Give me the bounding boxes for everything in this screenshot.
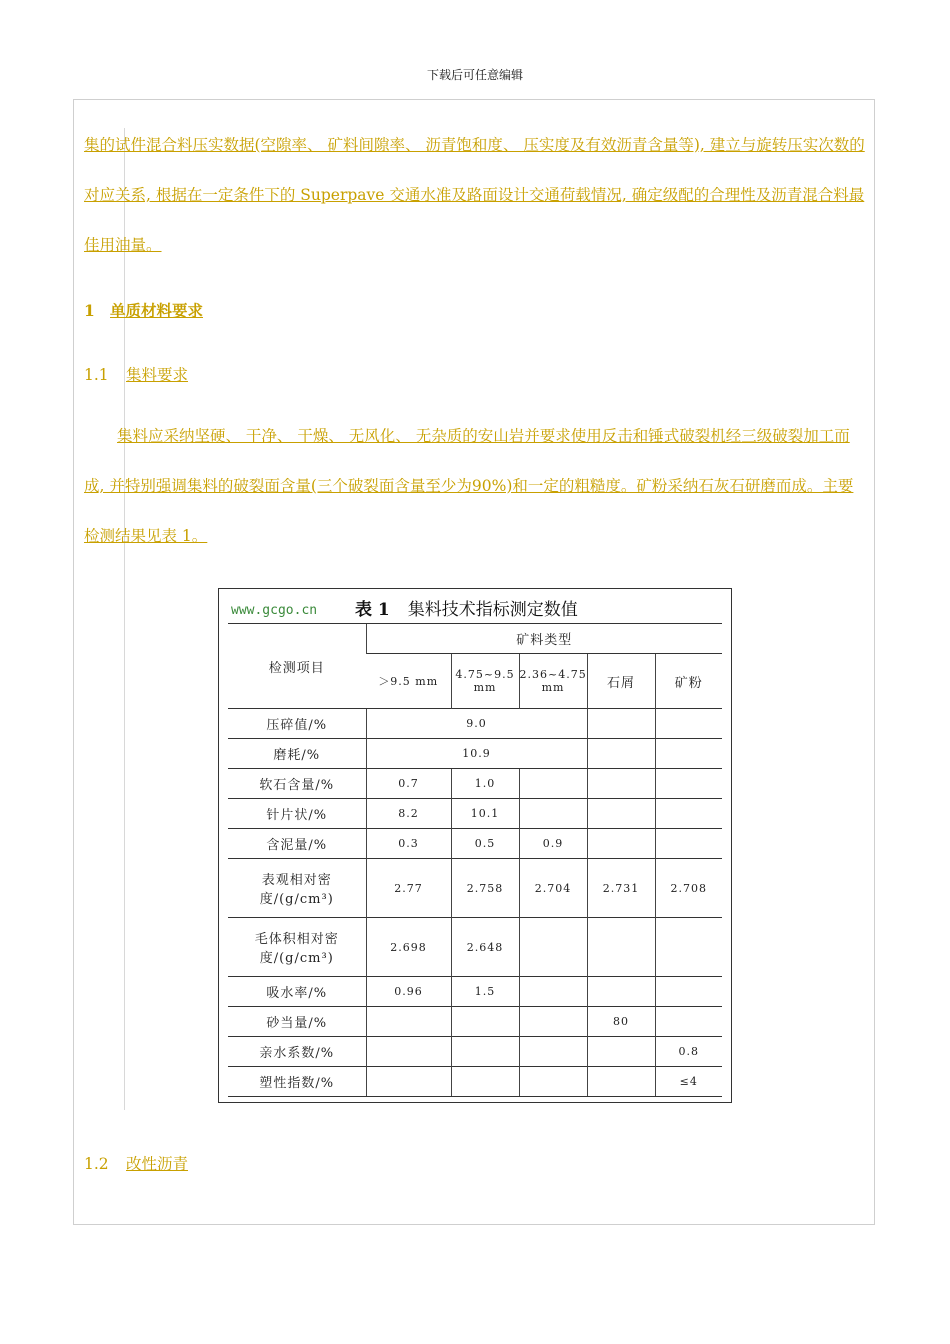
table-cell: 2.731: [587, 859, 655, 918]
section-number: 1.1: [84, 366, 109, 384]
table-cell: 80: [587, 1007, 655, 1037]
table-row: [228, 829, 722, 859]
table-cell: [655, 769, 722, 799]
table-row: [228, 1007, 722, 1037]
table-cell: [587, 829, 655, 859]
table-row: [228, 859, 722, 918]
table-header-row: [228, 624, 722, 654]
section-number: 1: [84, 301, 95, 320]
table-cell: 9.0: [366, 709, 587, 739]
table-row: [228, 799, 722, 829]
table-cell: 2.648: [451, 918, 519, 977]
table-cell: 1.5: [451, 977, 519, 1007]
table-cell: 0.3: [366, 829, 451, 859]
section-heading-1: [84, 299, 203, 321]
table-cell: [587, 1067, 655, 1097]
table-row: [228, 709, 722, 739]
table-cell: [519, 1067, 587, 1097]
table-row: [228, 1067, 722, 1097]
table-cell: 软石含量/%: [228, 769, 366, 799]
table-cell: [587, 769, 655, 799]
table-cell: [519, 799, 587, 829]
table-cell: 吸水率/%: [228, 977, 366, 1007]
table-cell: 表观相对密度/(g/cm³): [228, 859, 366, 918]
table-cell: [519, 769, 587, 799]
table-row: [228, 739, 722, 769]
table-cell: [451, 1067, 519, 1097]
table-cell: [451, 1037, 519, 1067]
table-cell: 2.77: [366, 859, 451, 918]
table-cell: [519, 1037, 587, 1067]
intro-paragraph: 集的试件混合料压实数据(空隙率、 矿料间隙率、 沥青饱和度、 压实度及有效沥青含量等), 建立与旋转压实次数的对应关系, 根据在一定条件下的 Superpave 交通水准及路面设计交通荷载情况, 确定级配的合理性及沥青混合料最佳用油量。: [84, 136, 865, 254]
section-title: 集料要求: [126, 366, 189, 384]
table-cell: 2.698: [366, 918, 451, 977]
table-cell: 毛体积相对密度/(g/cm³): [228, 918, 366, 977]
table-cell: [366, 1007, 451, 1037]
table-cell: [587, 918, 655, 977]
table-cell: 砂当量/%: [228, 1007, 366, 1037]
table-cell: [366, 1037, 451, 1067]
table-cell: 10.9: [366, 739, 587, 769]
table-cell: [587, 709, 655, 739]
table-cell: 2.704: [519, 859, 587, 918]
table-cell: 4.75~9.5 mm: [451, 654, 519, 709]
table-cell: 塑性指数/%: [228, 1067, 366, 1097]
aggregate-paragraph: 集料应采纳坚硬、 干净、 干燥、 无风化、 无杂质的安山岩并要求使用反击和锤式破裂机经三级破裂加工而成, 并特别强调集料的破裂面含量(三个破裂面含量至少为90%)和一定的粗糙度。矿粉采纳石灰石研磨而成。主要检测结果见表 1。: [84, 427, 854, 545]
table-row: [228, 977, 722, 1007]
table-cell: 矿料类型: [366, 624, 722, 654]
table-cell: [366, 1067, 451, 1097]
table-cell: 0.5: [451, 829, 519, 859]
table-cell: 0.9: [519, 829, 587, 859]
table-cell: ＞9.5 mm: [366, 654, 451, 709]
table-cell: 1.0: [451, 769, 519, 799]
table-cell: [655, 918, 722, 977]
table-cell: [655, 977, 722, 1007]
table-row: [228, 769, 722, 799]
table-row: [228, 918, 722, 977]
margin-guide-line: [124, 128, 125, 1110]
table-cell: [655, 739, 722, 769]
section-title: 单质材料要求: [110, 301, 204, 320]
table-cell: [587, 739, 655, 769]
table-cell: [655, 1007, 722, 1037]
table-cell: [519, 977, 587, 1007]
table-cell: ≤4: [655, 1067, 722, 1097]
section-heading-1-1: [84, 363, 188, 385]
table-cell: 2.708: [655, 859, 722, 918]
table-cell: [655, 799, 722, 829]
table-row: [228, 1037, 722, 1067]
aggregate-table: [228, 623, 722, 1097]
table-cell: 亲水系数/%: [228, 1037, 366, 1067]
table-cell: [519, 1007, 587, 1037]
table-cell: 0.96: [366, 977, 451, 1007]
table-cell: 10.1: [451, 799, 519, 829]
table-cell: 2.758: [451, 859, 519, 918]
table-cell: [519, 918, 587, 977]
table-cell: 0.7: [366, 769, 451, 799]
table-cell: 石屑: [587, 654, 655, 709]
section-number: 1.2: [84, 1155, 109, 1173]
header-note: 下载后可任意编辑: [426, 68, 523, 82]
table-title: 表 1 集料技术指标测定数值: [355, 600, 578, 620]
table-cell: 针片状/%: [228, 799, 366, 829]
table-cell: [655, 709, 722, 739]
table-cell: 2.36~4.75 mm: [519, 654, 587, 709]
table-cell: 8.2: [366, 799, 451, 829]
table-cell: 矿粉: [655, 654, 722, 709]
table-cell: 0.8: [655, 1037, 722, 1067]
aggregate-table-figure: [218, 588, 732, 1103]
watermark-text: www.gcgo.cn: [231, 603, 318, 618]
table-cell: [451, 1007, 519, 1037]
table-cell: [587, 799, 655, 829]
table-cell: [587, 1037, 655, 1067]
section-title: 改性沥青: [126, 1155, 189, 1173]
table-cell: 检测项目: [228, 624, 366, 709]
section-heading-1-2: [84, 1152, 188, 1174]
table-cell: [655, 829, 722, 859]
table-cell: 含泥量/%: [228, 829, 366, 859]
table-cell: [587, 977, 655, 1007]
table-cell: 压碎值/%: [228, 709, 366, 739]
table-cell: 磨耗/%: [228, 739, 366, 769]
